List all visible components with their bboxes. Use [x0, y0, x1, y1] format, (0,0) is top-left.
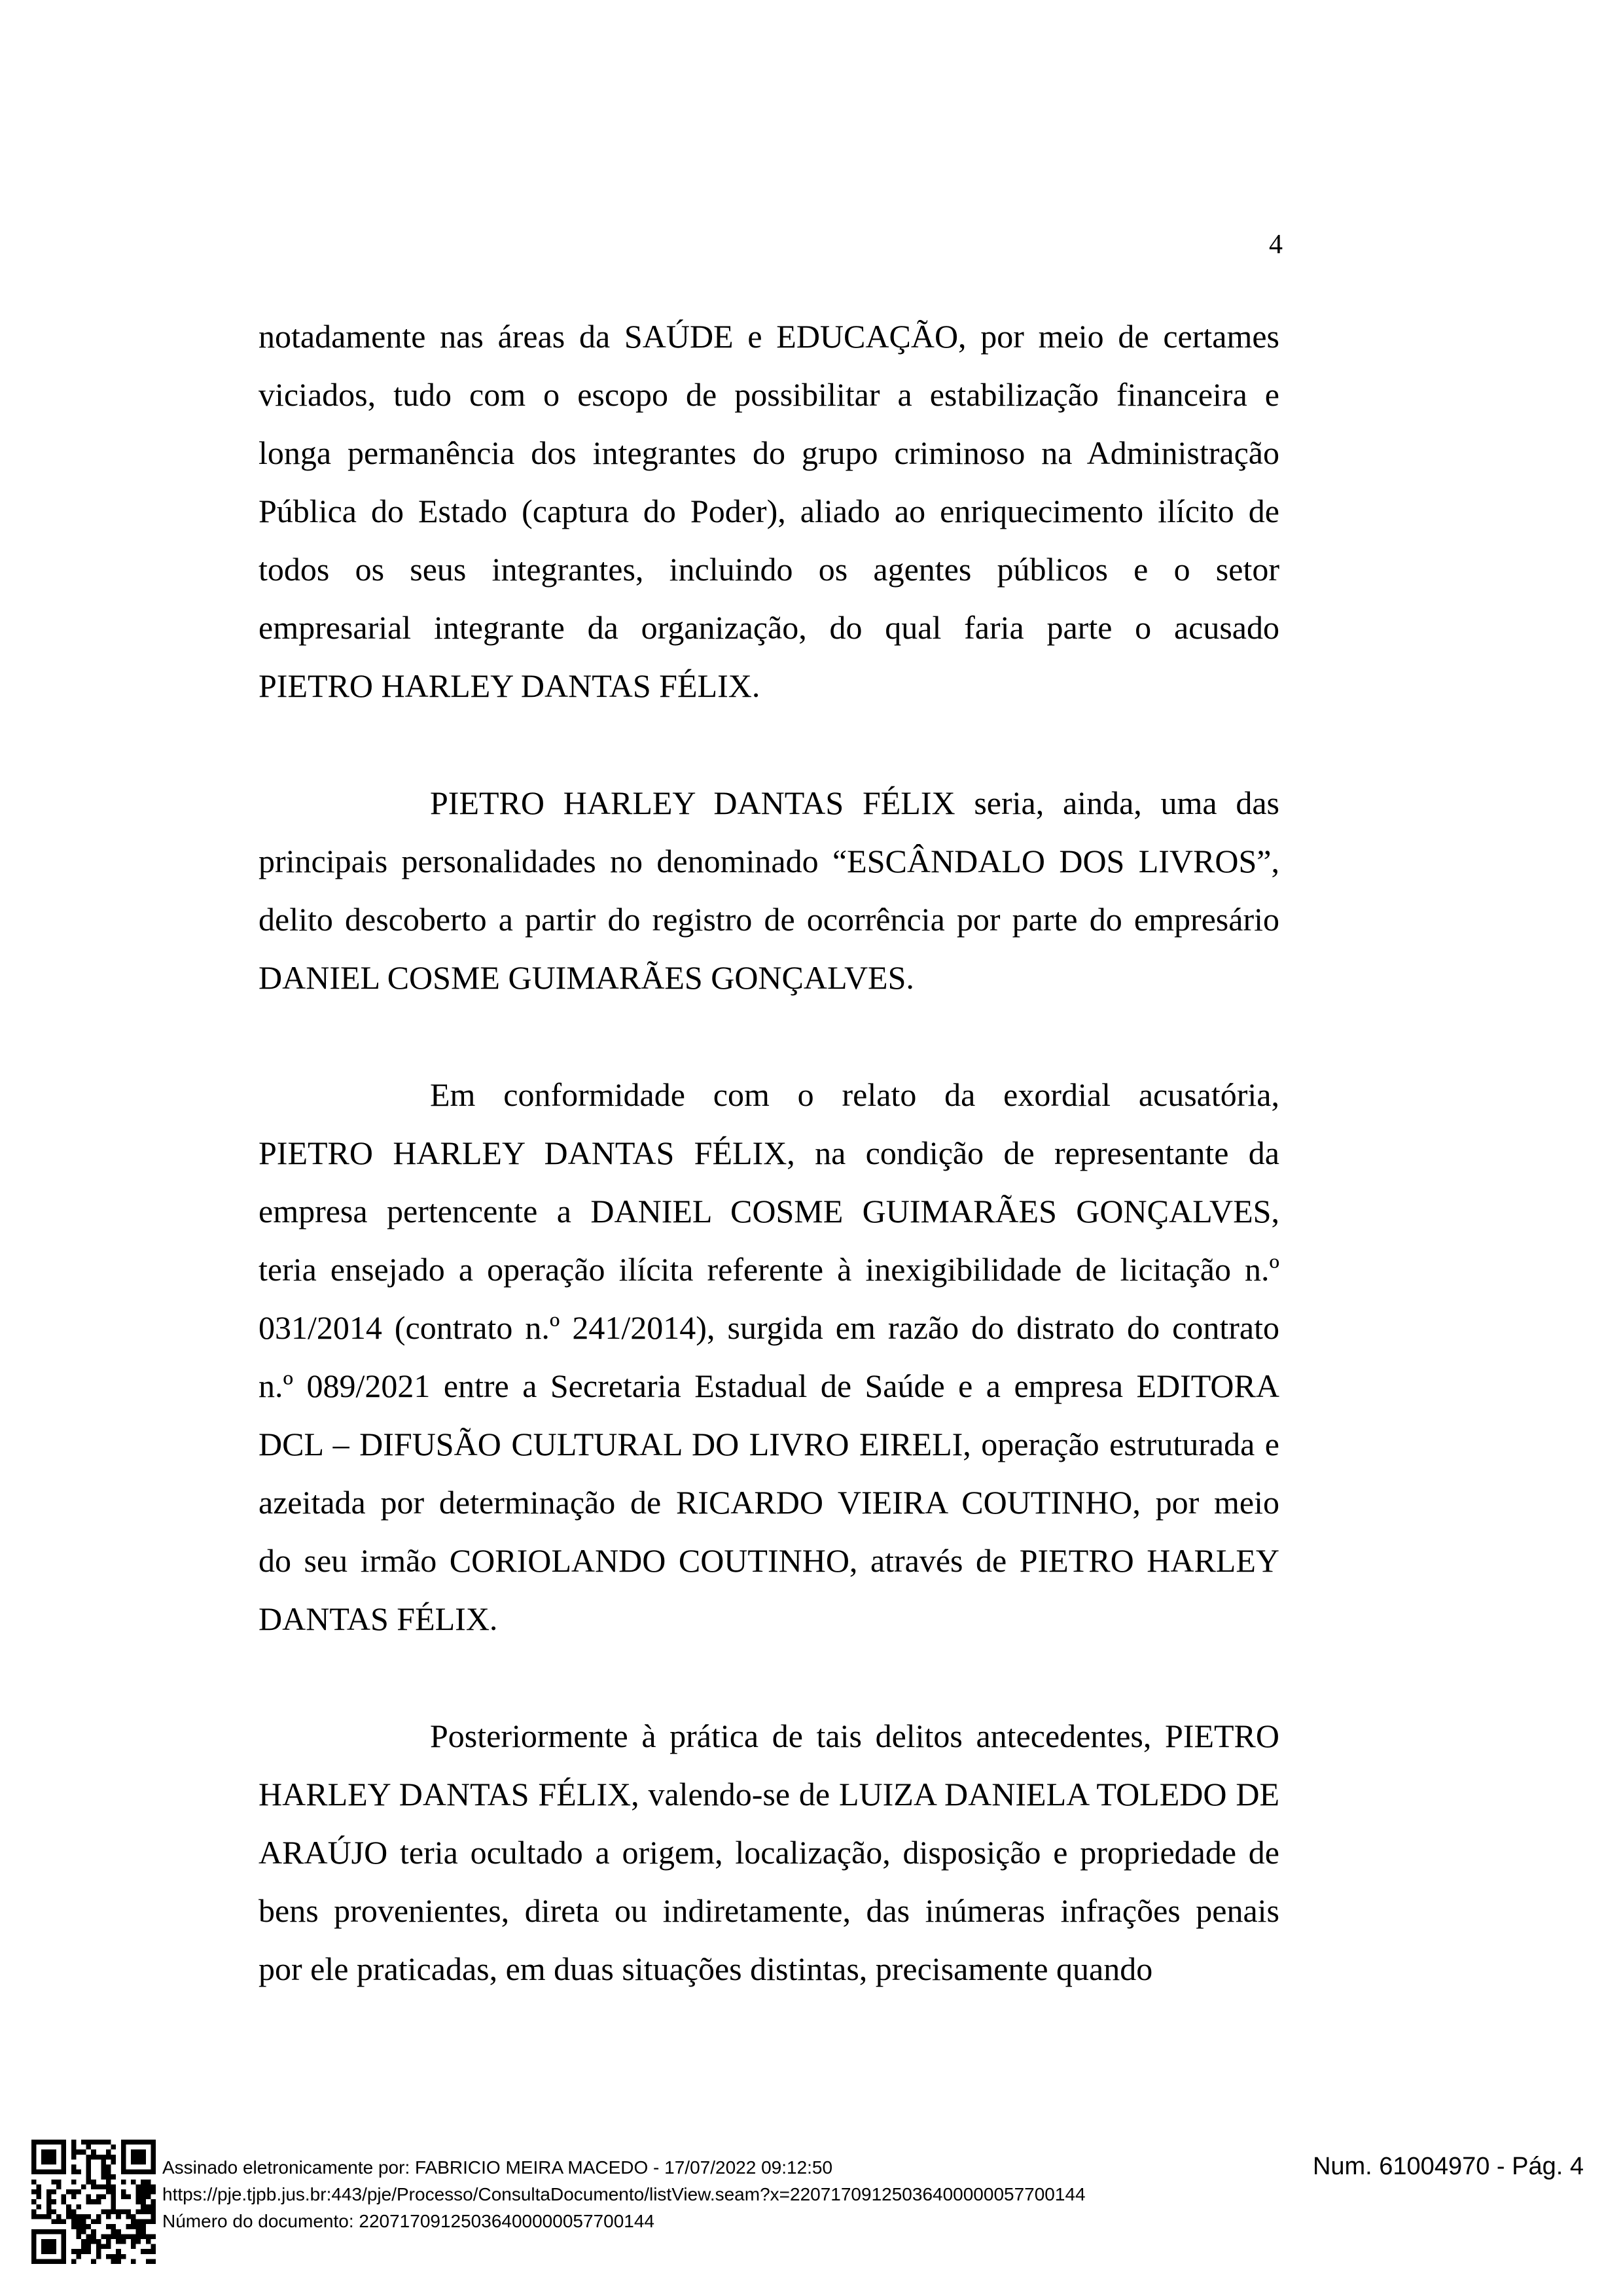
signature-footer	[162, 2154, 1086, 2234]
text-line: 031/2014 (contrato n.º 241/2014), surgida em razão do distrato do contrato	[259, 1309, 1279, 1346]
text-line: bens provenientes, direta ou indiretamente, das inúmeras infrações penais	[259, 1892, 1279, 1929]
text-line: PIETRO HARLEY DANTAS FÉLIX seria, ainda, uma das	[430, 785, 1279, 821]
text-line: Pública do Estado (captura do Poder), aliado ao enriquecimento ilícito de	[259, 493, 1279, 529]
text-line: longa permanência dos integrantes do grupo criminoso na Administração	[259, 434, 1279, 471]
text-line: por ele praticadas, em duas situações distintas, precisamente quando	[259, 1951, 1153, 1987]
text-line: notadamente nas áreas da SAÚDE e EDUCAÇÃO, por meio de certames	[259, 318, 1279, 355]
text-line: PIETRO HARLEY DANTAS FÉLIX.	[259, 667, 760, 704]
paragraph	[259, 308, 1279, 715]
text-line: azeitada por determinação de RICARDO VIEIRA COUTINHO, por meio	[259, 1484, 1279, 1521]
text-line: HARLEY DANTAS FÉLIX, valendo-se de LUIZA DANIELA TOLEDO DE	[259, 1776, 1279, 1812]
paragraph	[259, 1066, 1279, 1648]
signed-by-text: Assinado eletronicamente por: FABRICIO MEIRA MACEDO - 17/07/2022 09:12:50	[162, 2157, 833, 2178]
text-line: ARAÚJO teria ocultado a origem, localização, disposição e propriedade de	[259, 1834, 1279, 1871]
text-line: PIETRO HARLEY DANTAS FÉLIX, na condição de representante da	[259, 1135, 1279, 1171]
document-number: Número do documento: 22071709125036400000057700144	[162, 2211, 654, 2231]
text-line: DANIEL COSME GUIMARÃES GONÇALVES.	[259, 959, 914, 996]
text-line: Posteriormente à prática de tais delitos antecedentes, PIETRO	[430, 1718, 1279, 1754]
text-line: todos os seus integrantes, incluindo os agentes públicos e o setor	[259, 551, 1279, 588]
text-line: teria ensejado a operação ilícita referente à inexigibilidade de licitação n.º	[259, 1251, 1279, 1288]
qr-code-icon	[31, 2140, 156, 2264]
text-line: principais personalidades no denominado “ESCÂNDALO DOS LIVROS”,	[259, 843, 1279, 879]
document-url[interactable]: https://pje.tjpb.jus.br:443/pje/Processo/ConsultaDocumento/listView.seam?x=22071709125036400000057700144	[162, 2184, 1086, 2204]
text-line: DCL – DIFUSÃO CULTURAL DO LIVRO EIRELI, operação estruturada e	[259, 1426, 1279, 1462]
text-line: empresarial integrante da organização, do qual faria parte o acusado	[259, 609, 1279, 646]
text-line: empresa pertencente a DANIEL COSME GUIMARÃES GONÇALVES,	[259, 1193, 1279, 1229]
text-line: Em conformidade com o relato da exordial acusatória,	[430, 1076, 1279, 1113]
page-number: 4	[1269, 230, 1283, 260]
text-line: viciados, tudo com o escopo de possibilitar a estabilização financeira e	[259, 376, 1279, 413]
paragraph	[259, 774, 1279, 1007]
text-line: delito descoberto a partir do registro de ocorrência por parte do empresário	[259, 901, 1279, 938]
text-line: DANTAS FÉLIX.	[259, 1600, 498, 1637]
num-page-label: Num. 61004970 - Pág. 4	[1312, 2153, 1584, 2180]
paragraph	[259, 1707, 1279, 1998]
text-line: n.º 089/2021 entre a Secretaria Estadual de Saúde e a empresa EDITORA	[259, 1368, 1279, 1404]
document-body	[259, 308, 1279, 2057]
text-line: do seu irmão CORIOLANDO COUTINHO, através de PIETRO HARLEY	[259, 1542, 1279, 1579]
